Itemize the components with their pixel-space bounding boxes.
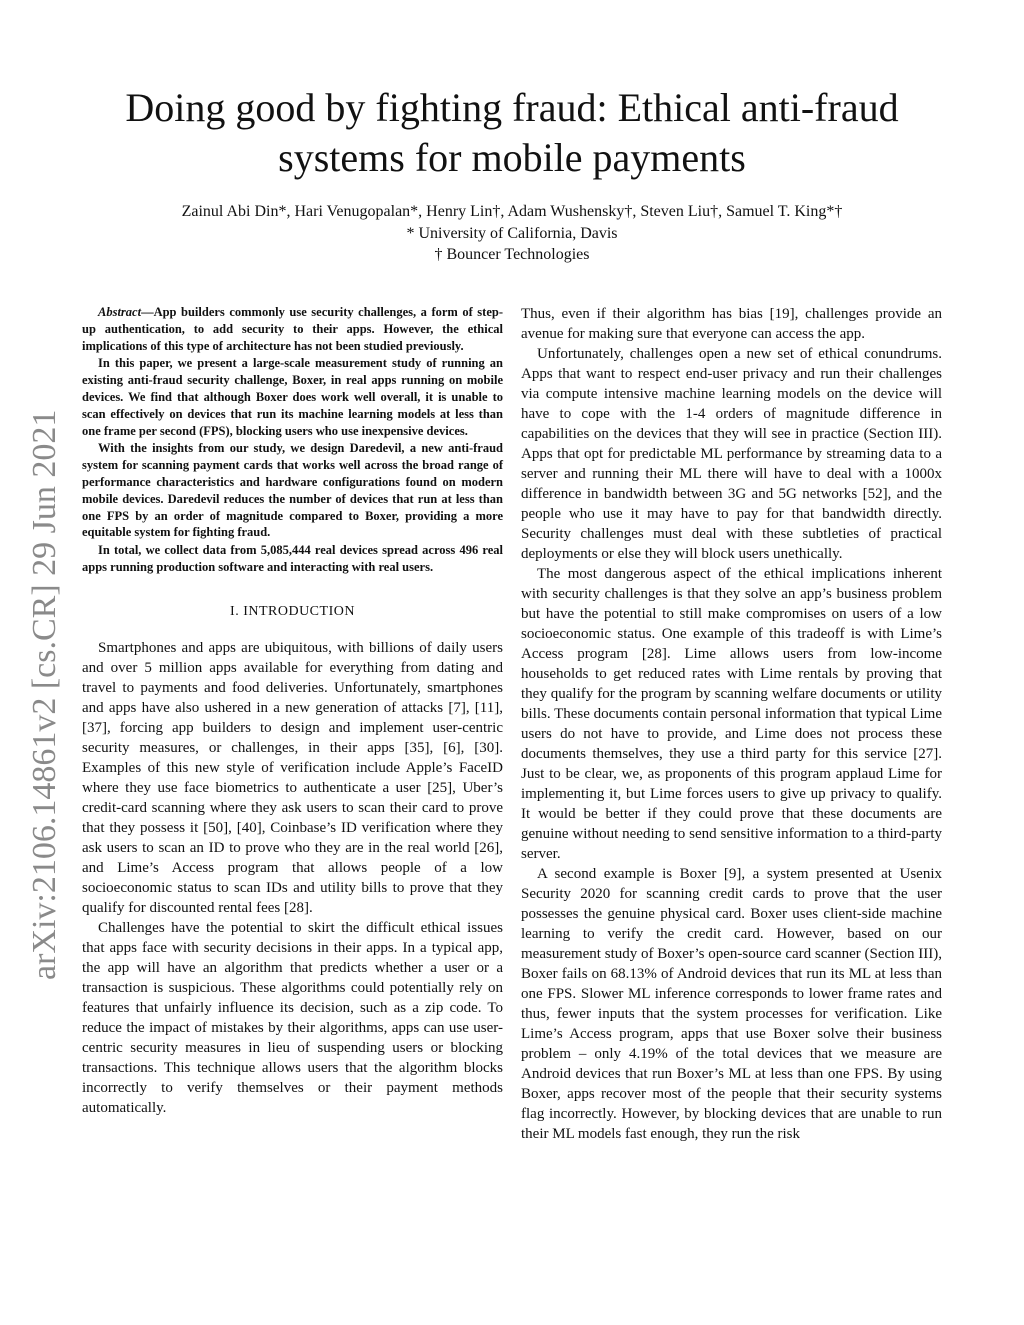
abstract-paragraph: In total, we collect data from 5,085,444 real devices spread across 496 real apps running production software and interacting with real users.: [82, 543, 503, 574]
abstract-label: Abstract: [98, 305, 142, 319]
affiliation-ucdavis: * University of California, Davis: [406, 225, 618, 242]
left-body-text: [82, 638, 503, 1118]
body-paragraph: Challenges have the potential to skirt the difficult ethical issues that apps face with security decisions in their apps. In a typical app, the app will have an algorithm that predicts whether a user or a transaction is suspicious. These algorithms could potentially rely on features that unfairly influence its decision, such as a zip code. To reduce the impact of mistakes by their algorithms, apps can use user-centric security measures in lieu of suspending users or blocking transactions. This technique allows users that the algorithm blocks incorrectly to verify themselves or their payment methods automatically.: [82, 919, 503, 1116]
right-column: [521, 304, 942, 1144]
abstract-paragraph: With the insights from our study, we design Daredevil, a new anti-fraud system for scanning payment cards that works well across the broad range of performance characteristics and hardware configurations found on modern mobile devices. Daredevil reduces the number of devices that run at less than one FPS by an order of magnitude compared to Boxer, providing a more equitable system for fighting fraud.: [82, 441, 503, 540]
left-column: [82, 304, 503, 1118]
arxiv-identifier-stamp: arXiv:2106.14861v2 [cs.CR] 29 Jun 2021: [26, 409, 63, 980]
abstract: [82, 304, 503, 576]
body-paragraph: Unfortunately, challenges open a new set of ethical conundrums. Apps that want to respect end-user privacy and run their challenges via compute intensive machine learning models on the device will have to cope with the 1-4 orders of magnitude difference in capabilities on the devices that they will see in practice (Section III). Apps that opt for predictable ML performance by streaming data to a server and running their ML there will have to deal with a 1000x difference in bandwidth between 3G and 5G networks [52], and the people who use it may have to pay for that bandwidth directly. Security challenges must deal with these subtleties of practical deployments or else they will block users unethically.: [521, 346, 942, 562]
abstract-paragraph: Abstract—App builders commonly use security challenges, a form of step-up authentication, to add security to their apps. However, the ethical implications of this type of architecture has not been studied previously.: [82, 305, 503, 353]
abstract-paragraph: In this paper, we present a large-scale measurement study of running an existing anti-fraud security challenge, Boxer, in real apps running on mobile devices. We find that although Boxer does work well overall, it is unable to scan effectively on devices that run its machine learning models at less than one frame per second (FPS), blocking users who use inexpensive devices.: [82, 356, 503, 438]
right-body-text: [521, 304, 942, 1144]
paper-title: Doing good by fighting fraud: Ethical anti-fraud systems for mobile payments: [125, 85, 899, 180]
body-paragraph: Smartphones and apps are ubiquitous, with billions of daily users and over 5 million apps available for everything from dating and travel to payments and food deliveries. Unfortunately, smartphones and apps have also ushered in a new generation of attacks [7], [11], [37], forcing app builders to design and implement user-centric security measures, or challenges, in their apps [35], [6], [30]. Examples of this new style of verification include Apple’s FaceID where they use face biometrics to authenticate a user [25], Uber’s credit-card scanning where they ask users to scan their card to prove that they possess it [50], [40], Coinbase’s ID verification where they ask users to scan an ID to prove who they are in the real world [26], and Lime’s Access program that allows people of a low socioeconomic status to scan IDs and utility bills to prove that they qualify for discounted rental fees [28].: [82, 639, 503, 916]
author-list: Zainul Abi Din*, Hari Venugopalan*, Henry Lin†, Adam Wushensky†, Steven Liu†, Samuel T. King*†: [181, 203, 843, 220]
body-paragraph: Thus, even if their algorithm has bias [19], challenges provide an avenue for making sure that everyone can access the app.: [521, 306, 942, 342]
section-heading-introduction: I. INTRODUCTION: [230, 603, 355, 619]
body-paragraph: The most dangerous aspect of the ethical implications inherent with security challenges is that they solve an app’s business problem but have the potential to still make compromises on users of a low socioeconomic status. One example of this tradeoff is with Lime’s Access program [28]. Lime allows users from low-income households to get reduced rates with Lime rentals by proving that they qualify for the program by scanning welfare documents or utility bills. These documents contain personal information that typical Lime users do not have to provide, and Lime does not process these documents themselves, they use a third party for this service [27]. Just to be clear, we, as proponents of this program applaud Lime for implementing it, but Lime forces users to give up privacy to qualify. It would be better if they could prove that these documents are genuine without needing to send sensitive information to a third-party server.: [521, 566, 942, 862]
body-paragraph: A second example is Boxer [9], a system presented at Usenix Security 2020 for scanning credit cards to prove that the user possesses the genuine physical card. Boxer uses client-side machine learning to verify the credit card. However, based on our measurement study of Boxer’s open-source card scanner (Section III), Boxer fails on 68.13% of Android devices that run its ML at less than one FPS. Slower ML inference corresponds to lower frame rates and thus, fewer inputs that the system processes for verification. Like Lime’s Access program, apps that use Boxer solve their business problem – only 4.19% of the total devices that we measure are Android devices that run Boxer’s ML at less than one FPS. By using Boxer, apps recover most of the people that their security systems flag incorrectly. However, by blocking devices that are unable to run their ML models fast enough, they run the risk: [521, 866, 942, 1142]
affiliation-bouncer: † Bouncer Technologies: [434, 246, 590, 263]
